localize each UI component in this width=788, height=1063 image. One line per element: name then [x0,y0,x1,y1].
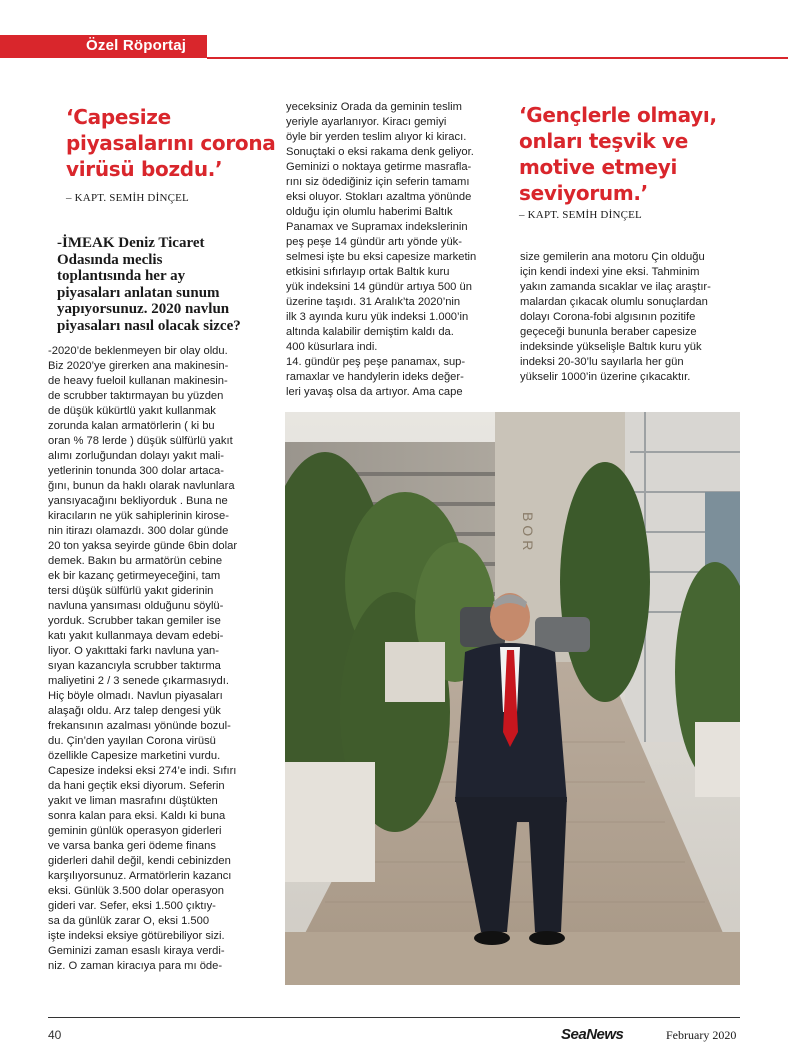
pull-quote-right [519,102,759,206]
text-line: sıyan kazancıyla scrubber taktırma [48,660,221,672]
text-line: geçeceği bununla beraber capesize [520,326,697,338]
pull-quote-left-byline: – KAPT. SEMİH DİNÇEL [66,192,189,204]
text-line: yakın zamanda sıcaklar ve ilaç araştır- [520,281,711,293]
text-line: de scrubber taktırmayan bu yüzden [48,390,224,402]
text-line: alımı zorluğundan dolayı yakıt mali- [48,450,224,462]
question-line: Odasında meclis [57,251,163,268]
text-line: 20 ton yaksa seyirde günde 6bin dolar [48,540,238,552]
text-line: sonra kalan para eksi. Kaldı ki buna [48,810,226,822]
text-line: yükselir 1000’in üzerine çıkacaktır. [520,371,691,383]
article-column-2 [286,100,502,400]
magazine-logo: SeaNews [561,1026,624,1043]
text-line: için kendi indexi yine eksi. Tahminim [520,266,700,278]
text-line: ve varsa banka geri ödeme finans [48,840,216,852]
text-line: Biz 2020’ye girerken ana makinesin- [48,360,229,372]
text-line: ilk 3 ayında kuru yük indeksi 1.000’in [286,311,469,323]
building-sign: BOR [520,512,536,555]
text-line: selmesi işte bu eksi capesize marketin [286,251,477,263]
text-line: frekansının azalması yönünde bozul- [48,720,231,732]
text-line: yakıt ve liman masrafını düştükten [48,795,218,807]
text-line: 400 küsurlara indi. [286,341,378,353]
pull-quote-line: motive etmeyi [519,155,678,179]
text-line: üzerine taşıdı. 31 Aralık’ta 2020’nin [286,296,461,308]
text-line: dolayı Corona-fobi algısının pozitife [520,311,696,323]
text-line: kiracıların ne yük sahiplerinin kirose- [48,510,229,522]
text-line: yeceksiniz Orada da geminin teslim [286,101,462,113]
text-line: alaşağı oldu. Arz talep dengesi yük [48,705,221,717]
text-line: giderleri dahil değil, kendi cebinizden [48,855,231,867]
question-line: piyasaları nasıl olacak sizce? [57,317,241,334]
section-rule [207,57,788,59]
text-line: 14. gündür peş peşe panamax, sup- [286,356,466,368]
pull-quote-line: virüsü bozdu.’ [66,157,223,181]
text-line: geminin günlük operasyon giderleri [48,825,222,837]
text-line: yansıyacağını bekliyorduk . Buna ne [48,495,228,507]
text-line: Sonuçtaki o eksi rakama denk geliyor. [286,146,474,158]
text-line: indeksinde yükselişle Baltık kuru yük [520,341,702,353]
text-line: liyor. O yakıttaki farkı navluna yan- [48,645,219,657]
pull-quote-line: onları teşvik ve [519,129,688,153]
text-line: olduğu için olumlu haberimi Baltık [286,206,453,218]
text-line: Hiç böyle olmadı. Navlun piyasaları [48,690,223,702]
text-line: öyle bir yerden teslim alıyor ki kiracı. [286,131,467,143]
pull-quote-line: ‘Capesize [66,105,171,129]
pull-quote-line: ‘Gençlerle olmayı, [519,103,717,127]
text-line: gideri var. Sefer, eksi 1.500 çıktıy- [48,900,216,912]
text-line: malardan çıkacak olumlu sonuçlardan [520,296,708,308]
text-line: katı yakıt kullanmaya devam edebi- [48,630,224,642]
question-line: toplantısında her ay [57,268,186,284]
text-line: ğını, bunun da haklı olarak navlunlara [48,480,235,492]
text-line: ramaxlar ve handylerin ideks değer- [286,371,464,383]
text-line: yük indeksini 14 gündür artıya 500 ün [286,281,472,293]
text-line: de düşük kükürtlü yakıt kullanmak [48,405,216,417]
text-line: ek bir kazanç getirmeyeceğini, tam [48,570,221,582]
interview-question [57,235,265,334]
text-line: eksi oluyor. Stokları azaltma yönünde [286,191,472,203]
text-line: etkisini sıfırlayıp ortak Baltık kuru [286,266,450,278]
text-line: işte indeksi eksiye götürebiliyor sizi. [48,930,225,942]
text-line: niz. O zaman kiracıya para mı öde- [48,960,223,972]
text-line: zorunda kalan armatörlerin ( ki bu [48,420,215,432]
pull-quote-right-byline: – KAPT. SEMİH DİNÇEL [519,209,642,221]
text-line: nin itirazı olamazdı. 300 dolar günde [48,525,229,537]
text-line: karşılıyorsunuz. Armatörlerin kazancı [48,870,232,882]
article-column-3 [520,250,738,385]
text-line: leri yavaş olsa da artıyor. Ama cape [286,386,463,398]
text-line: Panamax ve Supramax indekslerinin [286,221,468,233]
text-line: yeriyle ayarlanıyor. Kiracı gemiyi [286,116,447,128]
section-tab [0,35,207,58]
pull-quote-left [66,104,286,182]
page-number: 40 [48,1028,62,1042]
text-line: -2020’de beklenmeyen bir olay oldu. [48,345,228,357]
text-line: Geminizi o noktaya getirme masrafla- [286,161,472,173]
text-line: özellikle Capesize marketini vurdu. [48,750,221,762]
section-label: Özel Röportaj [86,37,187,54]
text-line: altında kalabilir demiştim kaldı da. [286,326,454,338]
text-line: tersi düşük sülfürlü yakıt giderinin [48,585,214,597]
question-line: -İMEAK Deniz Ticaret [57,235,205,251]
text-line: demek. Bakın bu armatörün cebine [48,555,223,567]
portrait-photo [285,412,740,985]
text-line: size gemilerin ana motoru Çin olduğu [520,251,705,263]
pull-quote-line: piyasalarını corona [66,131,276,155]
text-line: peş peşe 14 gündür artı yönde yük- [286,236,463,248]
article-column-1 [48,344,270,974]
pull-quote-line: seviyorum.’ [519,181,648,205]
text-line: eksi. Günlük 3.500 dolar operasyon [48,885,225,897]
text-line: Geminizi zaman esaslı kiraya verdi- [48,945,225,957]
text-line: sa da günlük zarar O, eksi 1.500 [48,915,210,927]
text-line: Capesize indeksi eksi 274’e indi. Sıfırı [48,765,237,777]
text-line: navluna yansıması olduğunu söylü- [48,600,224,612]
text-line: yorduk. Scrubber takan gemiler ise [48,615,221,627]
text-line: de heavy fueloil kullanan makinesin- [48,375,228,387]
issue-date: February 2020 [666,1028,737,1042]
text-line: maliyetini 2 / 3 senede çıkarmasıydı. [48,675,229,687]
text-line: da hani geçtik eksi diyorum. Seferin [48,780,225,792]
text-line: oran % 78 lerde ) düşük sülfürlü yakıt [48,435,233,447]
footer-rule [48,1017,740,1018]
text-line: rını siz ödediğiniz için seferin tamamı [286,176,470,188]
question-line: piyasaları anlatan sunum [57,284,220,301]
question-line: yapıyorsunuz. 2020 navlun [57,301,230,317]
text-line: du. Çin’den yayılan Corona virüsü [48,735,216,747]
text-line: yetlerinin tonunda 300 dolar artaca- [48,465,225,477]
text-line: indeksi 20-30’lu sayılarla her gün [520,356,684,368]
